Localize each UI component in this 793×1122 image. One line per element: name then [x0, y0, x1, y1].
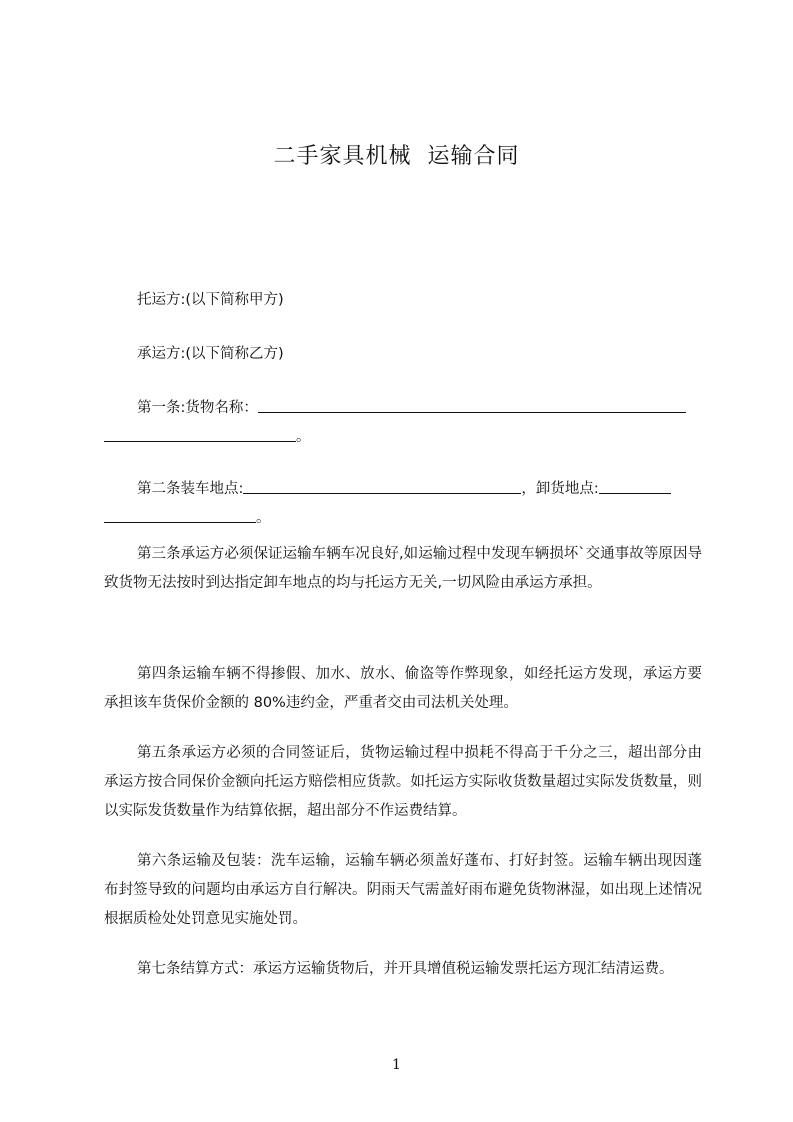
loading-place-blank	[243, 478, 521, 494]
page-number: 1	[392, 1057, 401, 1073]
article-2-prefix: 第二条装车地点:	[137, 481, 244, 497]
article-3-paragraph: 第三条承运方必须保证运输车辆车况良好,如运输过程中发现车辆损坏`交通事故等原因导致货物无法按时到达指定卸车地点的均与托运方无关,一切风险由承运方承担。	[104, 546, 702, 591]
shipper-line: 托运方:(以下简称甲方)	[137, 292, 284, 308]
article-1-line-1	[137, 394, 686, 423]
unloading-place-blank	[599, 478, 671, 494]
article-6-paragraph: 第六条运输及包装：洗车运输，运输车辆必须盖好蓬布、打好封签。运输车辆出现因蓬布封签导致的问题均由承运方自行解决。阴雨天气需盖好雨布避免货物淋湿，如出现上述情况根据质检处处罚意见实施处罚。	[104, 853, 702, 927]
article-5-paragraph: 第五条承运方必须的合同签证后，货物运输过程中损耗不得高于千分之三，超出部分由承运方按合同保价金额向托运方赔偿相应货款。如托运方实际收货数量超过实际发货数量，则以实际发货数量作为结算依据，超出部分不作运费结算。	[104, 745, 702, 819]
article-2-middle: ，卸货地点:	[521, 481, 599, 497]
article-7-paragraph: 第七条结算方式：承运方运输货物后，并开具增值税运输发票托运方现汇结清运费。	[137, 961, 674, 977]
article-2-end: 。	[256, 510, 271, 526]
article-1-end: 。	[296, 429, 311, 445]
unloading-place-blank-continued	[104, 507, 256, 523]
goods-name-blank	[258, 397, 686, 413]
goods-name-blank-continued	[104, 426, 296, 442]
article-2-line-1	[137, 475, 671, 504]
contract-title: 二手家具机械 运输合同	[273, 144, 520, 169]
article-2-line-2	[104, 504, 271, 533]
article-4-paragraph: 第四条运输车辆不得掺假、加水、放水、偷盗等作弊现象，如经托运方发现，承运方要承担该车货保价金额的 80%违约金，严重者交由司法机关处理。	[104, 666, 702, 711]
article-1-prefix: 第一条:货物名称：	[137, 400, 258, 416]
carrier-line: 承运方:(以下简称乙方)	[137, 346, 284, 362]
article-1-line-2	[104, 423, 311, 452]
